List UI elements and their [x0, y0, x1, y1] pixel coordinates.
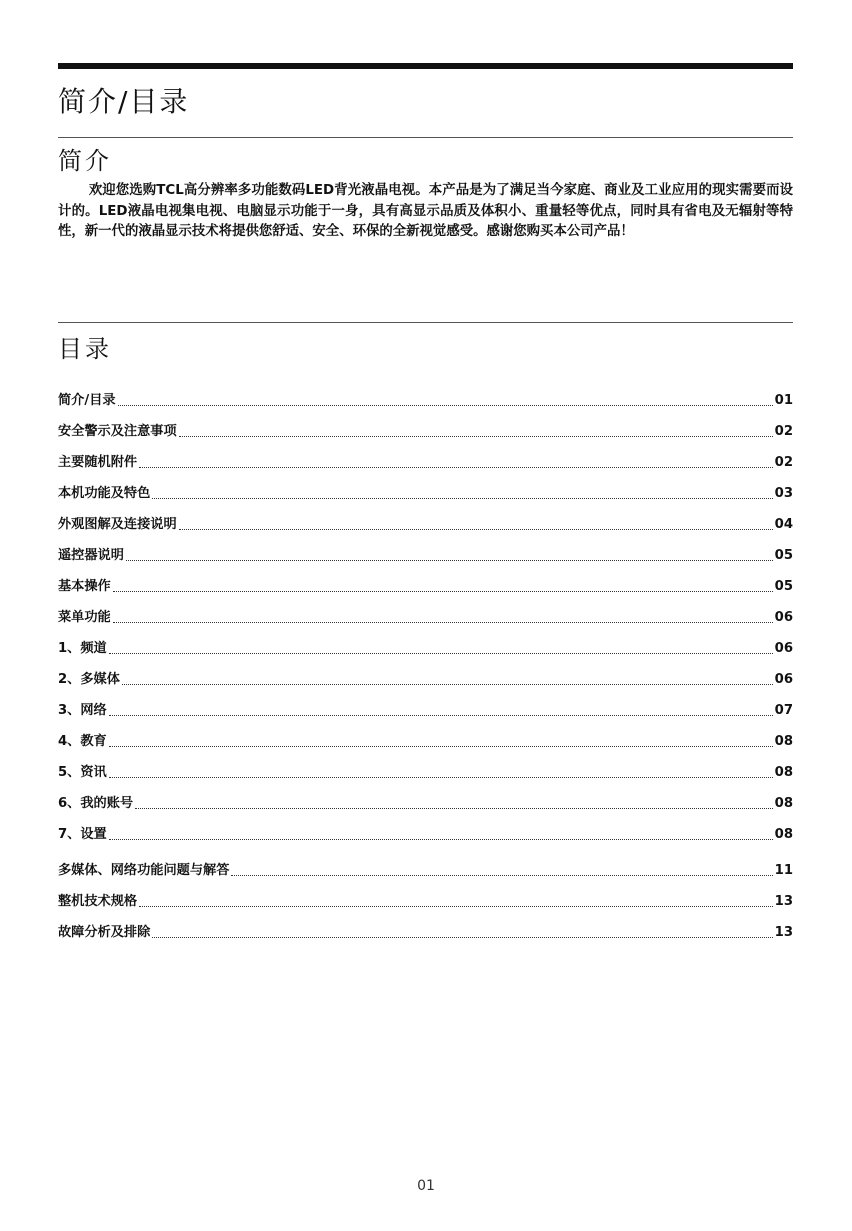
page-title: 简介/目录 [58, 85, 190, 118]
dot-leader [152, 498, 772, 499]
toc-entry-page: 05 [774, 548, 793, 563]
dot-leader [152, 937, 772, 938]
toc-entry[interactable] [58, 378, 793, 409]
toc-entry[interactable] [58, 564, 793, 595]
dot-leader [109, 839, 773, 840]
toc-entry[interactable] [58, 879, 793, 910]
toc-entry-page: 13 [774, 925, 793, 940]
intro-heading: 简介 [58, 147, 112, 175]
toc-entry-label: 5、资讯 [58, 765, 107, 780]
toc-entry[interactable] [58, 910, 793, 941]
toc-entry-label: 4、教育 [58, 734, 107, 749]
dot-leader [126, 560, 773, 561]
toc-entry-page: 11 [774, 863, 793, 878]
toc-entry[interactable] [58, 781, 793, 812]
dot-leader [135, 808, 773, 809]
dot-leader [122, 684, 773, 685]
page-number: 01 [417, 1178, 435, 1194]
dot-leader [179, 436, 773, 437]
toc-entry-page: 04 [774, 517, 793, 532]
dot-leader [109, 777, 773, 778]
divider [58, 137, 793, 138]
toc-entry-page: 08 [774, 827, 793, 842]
toc-entry-label: 故障分析及排除 [58, 925, 151, 940]
toc-entry-page: 06 [774, 641, 793, 656]
toc-entry-label: 3、网络 [58, 703, 107, 718]
toc-entry-label: 7、设置 [58, 827, 107, 842]
toc-entry[interactable] [58, 440, 793, 471]
toc-entry[interactable] [58, 812, 793, 843]
toc-entry-page: 06 [774, 610, 793, 625]
dot-leader [109, 653, 773, 654]
toc-entry-page: 08 [774, 796, 793, 811]
dot-leader [109, 746, 773, 747]
toc-heading: 目录 [58, 335, 112, 363]
toc-entry-page: 13 [774, 894, 793, 909]
toc-entry[interactable] [58, 848, 793, 879]
toc-entry-label: 遥控器说明 [58, 548, 124, 563]
toc-entry-page: 05 [774, 579, 793, 594]
toc-entry-label: 菜单功能 [58, 610, 111, 625]
toc-entry[interactable] [58, 533, 793, 564]
toc-entry-page: 02 [774, 455, 793, 470]
dot-leader [118, 405, 773, 406]
dot-leader [113, 591, 773, 592]
toc-entry-page: 01 [774, 393, 793, 408]
toc-entry-label: 外观图解及连接说明 [58, 517, 177, 532]
toc-entry-label: 2、多媒体 [58, 672, 120, 687]
toc-entry-page: 02 [774, 424, 793, 439]
toc-entry[interactable] [58, 750, 793, 781]
toc-entry-label: 1、频道 [58, 641, 107, 656]
toc-entry-label: 基本操作 [58, 579, 111, 594]
dot-leader [179, 529, 773, 530]
dot-leader [231, 875, 772, 876]
dot-leader [113, 622, 773, 623]
toc-entry-label: 主要随机附件 [58, 455, 138, 470]
toc-entry-page: 08 [774, 734, 793, 749]
dot-leader [109, 715, 773, 716]
dot-leader [139, 906, 773, 907]
toc-entry[interactable] [58, 719, 793, 750]
toc-entry-label: 安全警示及注意事项 [58, 424, 177, 439]
toc-entry[interactable] [58, 471, 793, 502]
toc-entry-page: 03 [774, 486, 793, 501]
toc-entry-label: 整机技术规格 [58, 894, 138, 909]
toc-entry[interactable] [58, 657, 793, 688]
toc-entry[interactable] [58, 409, 793, 440]
toc-entry-page: 08 [774, 765, 793, 780]
toc-entry-label: 多媒体、网络功能问题与解答 [58, 863, 230, 878]
toc-entry[interactable] [58, 502, 793, 533]
toc-entry-label: 本机功能及特色 [58, 486, 151, 501]
divider [58, 322, 793, 323]
table-of-contents [58, 378, 793, 941]
dot-leader [139, 467, 773, 468]
toc-entry-page: 06 [774, 672, 793, 687]
top-rule [58, 63, 793, 69]
toc-entry-page: 07 [774, 703, 793, 718]
toc-entry-label: 简介/目录 [58, 393, 116, 408]
intro-paragraph: 欢迎您选购TCL高分辨率多功能数码LED背光液晶电视。本产品是为了满足当今家庭、商业及工业应用的现实需要而设计的。LED液晶电视集电视、电脑显示功能于一身，具有高显示品质及体积小、重量轻等优点，同时具有省电及无辐射等特性，新一代的液晶显示技术将提供您舒适、安全、环保的全新视觉感受。感谢您购买本公司产品！ [58, 183, 793, 239]
toc-entry[interactable] [58, 688, 793, 719]
toc-entry-label: 6、我的账号 [58, 796, 134, 811]
toc-entry[interactable] [58, 595, 793, 626]
toc-entry[interactable] [58, 626, 793, 657]
